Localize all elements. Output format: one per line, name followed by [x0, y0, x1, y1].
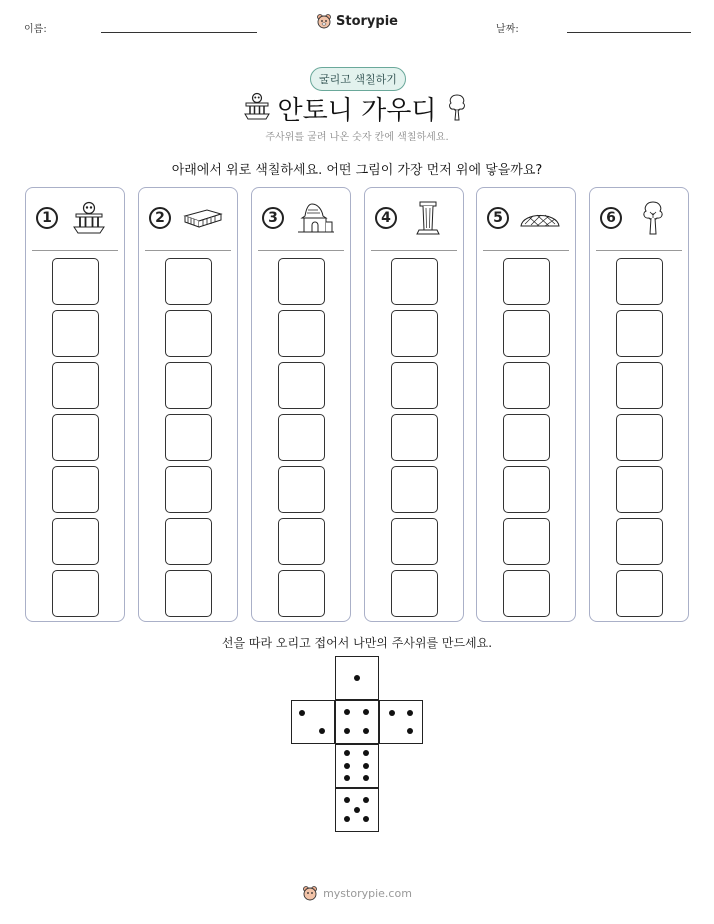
column-divider	[483, 250, 569, 251]
dice-pip	[363, 775, 369, 781]
color-box[interactable]	[503, 258, 550, 305]
race-column-1	[25, 187, 125, 622]
dice-instruction: 선을 따라 오리고 접어서 나만의 주사위를 만드세요.	[221, 636, 493, 650]
color-box[interactable]	[52, 518, 99, 565]
column-number-badge: 1	[36, 207, 58, 229]
color-box[interactable]	[278, 518, 325, 565]
dice-pip	[354, 807, 360, 813]
column-number-badge: 6	[600, 207, 622, 229]
dice-pip	[344, 709, 350, 715]
color-box[interactable]	[503, 362, 550, 409]
color-box[interactable]	[52, 570, 99, 617]
color-box[interactable]	[278, 310, 325, 357]
column-number-badge: 3	[262, 207, 284, 229]
color-box[interactable]	[165, 310, 212, 357]
column-header	[252, 188, 350, 251]
date-label: 날짜:	[496, 24, 519, 35]
color-box[interactable]	[52, 466, 99, 513]
color-box[interactable]	[52, 414, 99, 461]
column-divider	[32, 250, 118, 251]
brand-name: Storypie	[336, 13, 398, 29]
color-box[interactable]	[52, 310, 99, 357]
column-header	[477, 188, 575, 251]
dice-pip	[363, 750, 369, 756]
color-box[interactable]	[616, 414, 663, 461]
column-divider	[258, 250, 344, 251]
color-box[interactable]	[503, 518, 550, 565]
color-box[interactable]	[278, 258, 325, 305]
storypie-mascot-icon	[316, 13, 332, 29]
race-column-5	[476, 187, 576, 622]
column-number-badge: 5	[487, 207, 509, 229]
instruction-question: 아래에서 위로 색칠하세요. 어떤 그림이 가장 먼저 위에 닿을까요?	[171, 163, 543, 178]
gingerbread-house-icon	[292, 200, 338, 236]
color-box[interactable]	[616, 258, 663, 305]
color-box[interactable]	[391, 466, 438, 513]
skull-balcony-icon	[66, 200, 112, 236]
color-box[interactable]	[278, 362, 325, 409]
dice-pip	[363, 763, 369, 769]
color-box[interactable]	[165, 518, 212, 565]
color-box[interactable]	[391, 258, 438, 305]
dice-pip	[344, 816, 350, 822]
color-box[interactable]	[616, 518, 663, 565]
color-box[interactable]	[391, 362, 438, 409]
color-box[interactable]	[503, 570, 550, 617]
color-box[interactable]	[165, 258, 212, 305]
color-box[interactable]	[503, 466, 550, 513]
column-divider	[371, 250, 457, 251]
color-box[interactable]	[52, 362, 99, 409]
column-number-badge: 2	[149, 207, 171, 229]
color-box[interactable]	[278, 414, 325, 461]
color-box[interactable]	[165, 414, 212, 461]
mosaic-dome-icon	[517, 200, 563, 236]
dice-face-1	[335, 656, 379, 700]
color-box[interactable]	[391, 570, 438, 617]
color-box[interactable]	[616, 466, 663, 513]
color-box[interactable]	[616, 310, 663, 357]
color-box[interactable]	[391, 414, 438, 461]
color-box[interactable]	[616, 570, 663, 617]
footer-url[interactable]: mystorypie.com	[323, 886, 412, 900]
brand-logo	[0, 13, 714, 29]
column-divider	[145, 250, 231, 251]
name-label: 이름:	[24, 24, 47, 35]
race-column-4	[364, 187, 464, 622]
dice-face-5	[335, 788, 379, 832]
tree-icon	[445, 92, 469, 122]
name-line[interactable]	[101, 32, 257, 33]
dice-pip	[407, 710, 413, 716]
color-box[interactable]	[616, 362, 663, 409]
dice-pip	[363, 797, 369, 803]
dice-pip	[363, 816, 369, 822]
dice-pip	[363, 728, 369, 734]
tree-icon	[630, 200, 676, 236]
dice-face-3	[379, 700, 423, 744]
dice-pip	[363, 709, 369, 715]
color-box[interactable]	[391, 310, 438, 357]
color-box[interactable]	[165, 466, 212, 513]
color-box[interactable]	[165, 570, 212, 617]
bench-icon	[179, 200, 225, 236]
dice-pip	[344, 750, 350, 756]
date-line[interactable]	[567, 32, 691, 33]
dice-pip	[299, 710, 305, 716]
color-box[interactable]	[391, 518, 438, 565]
column-header	[590, 188, 688, 251]
dice-pip	[389, 710, 395, 716]
column-divider	[596, 250, 682, 251]
column-header	[365, 188, 463, 251]
storypie-mascot-icon	[302, 885, 318, 901]
column-icon	[405, 200, 451, 236]
dice-pip	[407, 728, 413, 734]
dice-pip	[344, 797, 350, 803]
color-box[interactable]	[503, 310, 550, 357]
color-box[interactable]	[278, 570, 325, 617]
color-box[interactable]	[278, 466, 325, 513]
race-column-2	[138, 187, 238, 622]
page-subtitle: 주사위를 굴려 나온 숫자 칸에 색칠하세요.	[265, 132, 449, 143]
dice-pip	[319, 728, 325, 734]
color-box[interactable]	[165, 362, 212, 409]
column-header	[26, 188, 124, 251]
dice-face-2	[291, 700, 335, 744]
race-column-6	[589, 187, 689, 622]
dice-pip	[344, 775, 350, 781]
dice-face-4	[335, 700, 379, 744]
dice-pip	[344, 763, 350, 769]
column-number-badge: 4	[375, 207, 397, 229]
color-box[interactable]	[503, 414, 550, 461]
dice-pip	[354, 675, 360, 681]
race-column-3	[251, 187, 351, 622]
dice-pip	[344, 728, 350, 734]
dice-face-6	[335, 744, 379, 788]
color-box[interactable]	[52, 258, 99, 305]
activity-badge: 굴리고 색칠하기	[310, 67, 406, 91]
page-title: 안토니 가우디	[277, 96, 437, 126]
footer	[0, 885, 714, 901]
column-header	[139, 188, 237, 251]
